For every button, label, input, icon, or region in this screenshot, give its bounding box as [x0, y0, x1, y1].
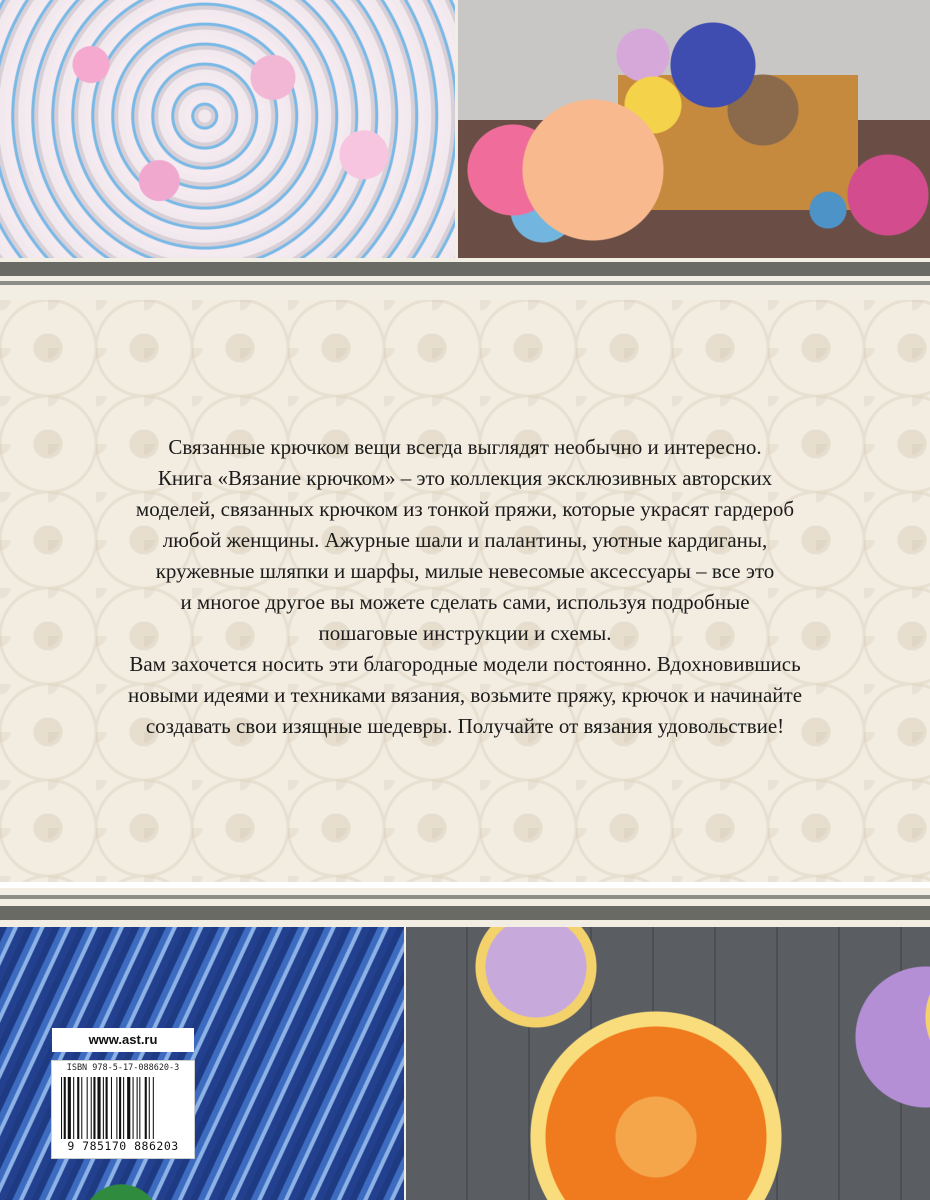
barcode-digits: 9 785170 886203 — [67, 1139, 179, 1153]
barcode-bar — [127, 1077, 130, 1139]
blurb-line: Книга «Вязание крючком» – это коллекция эксклюзивных авторских — [157, 466, 773, 490]
blurb-line: пошаговые инструкции и схемы. — [318, 621, 612, 645]
barcode-bar — [91, 1077, 92, 1139]
barcode-bar — [139, 1077, 140, 1139]
blurb-line: любой женщины. Ажурные шали и палантины, уютные кардиганы, — [162, 528, 768, 552]
publisher-url: www.ast.ru — [52, 1028, 194, 1052]
divider-gap — [0, 882, 930, 888]
barcode-bar — [87, 1077, 88, 1139]
crochet-blanket-photo — [0, 0, 455, 258]
blurb-line: кружевные шляпки и шарфы, милые невесомые аксессуары – все это — [155, 559, 775, 583]
barcode-bar — [97, 1077, 100, 1139]
barcode-bar — [64, 1077, 66, 1139]
barcode-bar — [81, 1077, 82, 1139]
barcode-bar — [123, 1077, 124, 1139]
barcode-bar — [119, 1077, 121, 1139]
blurb-line: создавать свои изящные шедевры. Получайте от вязания удовольствие! — [145, 714, 785, 738]
isbn-text: ISBN 978-5-17-088620-3 — [66, 1063, 180, 1073]
barcode-bar — [73, 1077, 74, 1139]
barcode-bar — [93, 1077, 95, 1139]
barcode-bar — [111, 1077, 112, 1139]
barcode-bar — [106, 1077, 108, 1139]
blurb-line: Вам захочется носить эти благородные модели постоянно. Вдохновившись — [129, 652, 801, 676]
blurb-line: и многое другое вы можете сделать сами, используя подробные — [180, 590, 750, 614]
barcode-bar — [137, 1077, 138, 1139]
barcode-bar — [68, 1077, 71, 1139]
divider-bottom-thick — [0, 906, 930, 920]
blurb-line: Связанные крючком вещи всегда выглядят необычно и интересно. — [168, 435, 762, 459]
barcode-bar — [61, 1077, 62, 1139]
barcode-bar — [103, 1077, 104, 1139]
barcode-bars — [61, 1077, 189, 1139]
yarn-basket-photo — [458, 0, 930, 258]
barcode-bar — [149, 1077, 150, 1139]
divider-top-thick — [0, 262, 930, 276]
barcode-bar — [77, 1077, 79, 1139]
barcode-label — [51, 1032, 195, 1159]
barcode-bar — [116, 1077, 117, 1139]
back-cover-blurb — [40, 432, 890, 742]
blurb-line: моделей, связанных крючком из тонкой пряжи, которые украсят гардероб — [135, 497, 795, 521]
divider-bottom-thin — [0, 895, 930, 899]
barcode-bar — [133, 1077, 134, 1139]
barcode-bar — [145, 1077, 147, 1139]
divider-top-thin — [0, 281, 930, 285]
crochet-flowers-photo — [406, 927, 930, 1200]
barcode-bar — [153, 1077, 154, 1139]
blurb-line: новыми идеями и техниками вязания, возьмите пряжу, крючок и начинайте — [127, 683, 803, 707]
